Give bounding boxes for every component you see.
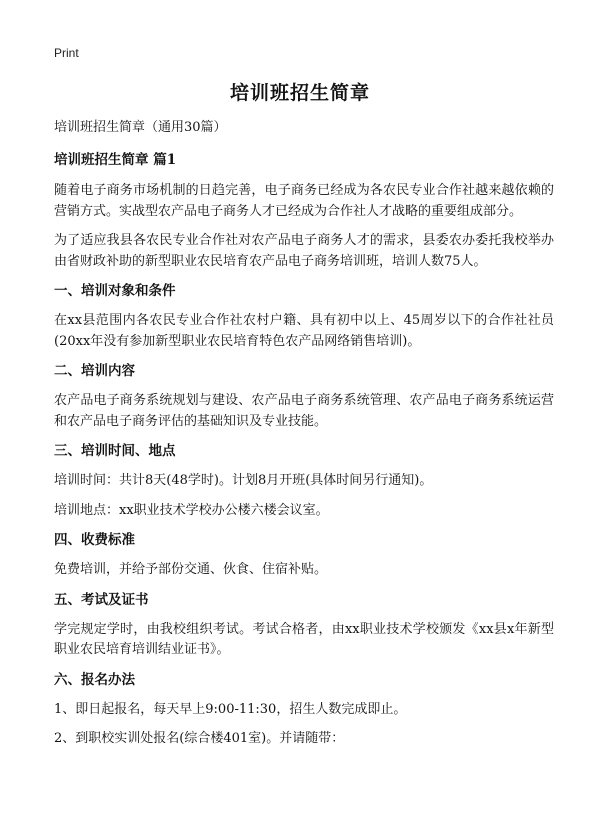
document-subtitle: 培训班招生简章（通用30篇） xyxy=(54,120,227,135)
section-paragraph: 农产品电子商务系统规划与建设、农产品电子商务系统管理、农产品电子商务系统运营和农产品电子商务评估的基础知识及专业技能。 xyxy=(54,393,554,429)
intro-paragraph: 为了适应我县各农民专业合作社对农产品电子商务人才的需求，县委农办委托我校举办由省财政补助的新型职业农民培育农产品电子商务培训班，培训人数75人。 xyxy=(54,233,554,269)
section-paragraph: 2、到职校实训处报名(综合楼401室)。并请随带： xyxy=(54,731,345,746)
section-heading-content: 二、培训内容 xyxy=(54,363,135,379)
intro-paragraph: 随着电子商务市场机制的日趋完善，电子商务已经成为各农民专业合作社越来越依赖的营销方式。实战型农产品电子商务人才已经成为合作社人才战略的重要组成部分。 xyxy=(54,183,554,219)
section-paragraph: 培训时间：共计8天(48学时)。计划8月开班(具体时间另行通知)。 xyxy=(54,473,433,488)
section-heading-fees: 四、收费标准 xyxy=(54,532,135,548)
section-paragraph: 1、即日起报名，每天早上9:00-11:30，招生人数完成即止。 xyxy=(54,701,407,717)
section-paragraph: 学完规定学时，由我校组织考试。考试合格者，由xx职业技术学校颁发《xx县x年新型职业农民培育培训结业证书》。 xyxy=(54,621,554,657)
section-heading-registration: 六、报名办法 xyxy=(54,671,135,688)
section-heading-eligibility: 一、培训对象和条件 xyxy=(54,283,176,299)
section-heading-time-place: 三、培训时间、地点 xyxy=(54,443,176,459)
document-body xyxy=(54,118,554,759)
section-paragraph: 免费培训，并给予部份交通、伙食、住宿补贴。 xyxy=(54,562,328,577)
print-link[interactable]: Print xyxy=(54,46,79,60)
page-title: 培训班招生简章 xyxy=(229,82,370,104)
section-paragraph: 培训地点：xx职业技术学校办公楼六楼会议室。 xyxy=(54,502,329,518)
section-paragraph: 在xx县范围内各农民专业合作社农村户籍、具有初中以上、45周岁以下的合作社社员(20xx年没有参加新型职业农民培育特色农产品网络销售培训)。 xyxy=(54,313,554,349)
section-heading-exam-certificate: 五、考试及证书 xyxy=(54,591,149,608)
chapter-heading: 培训班招生简章 篇1 xyxy=(54,152,177,168)
